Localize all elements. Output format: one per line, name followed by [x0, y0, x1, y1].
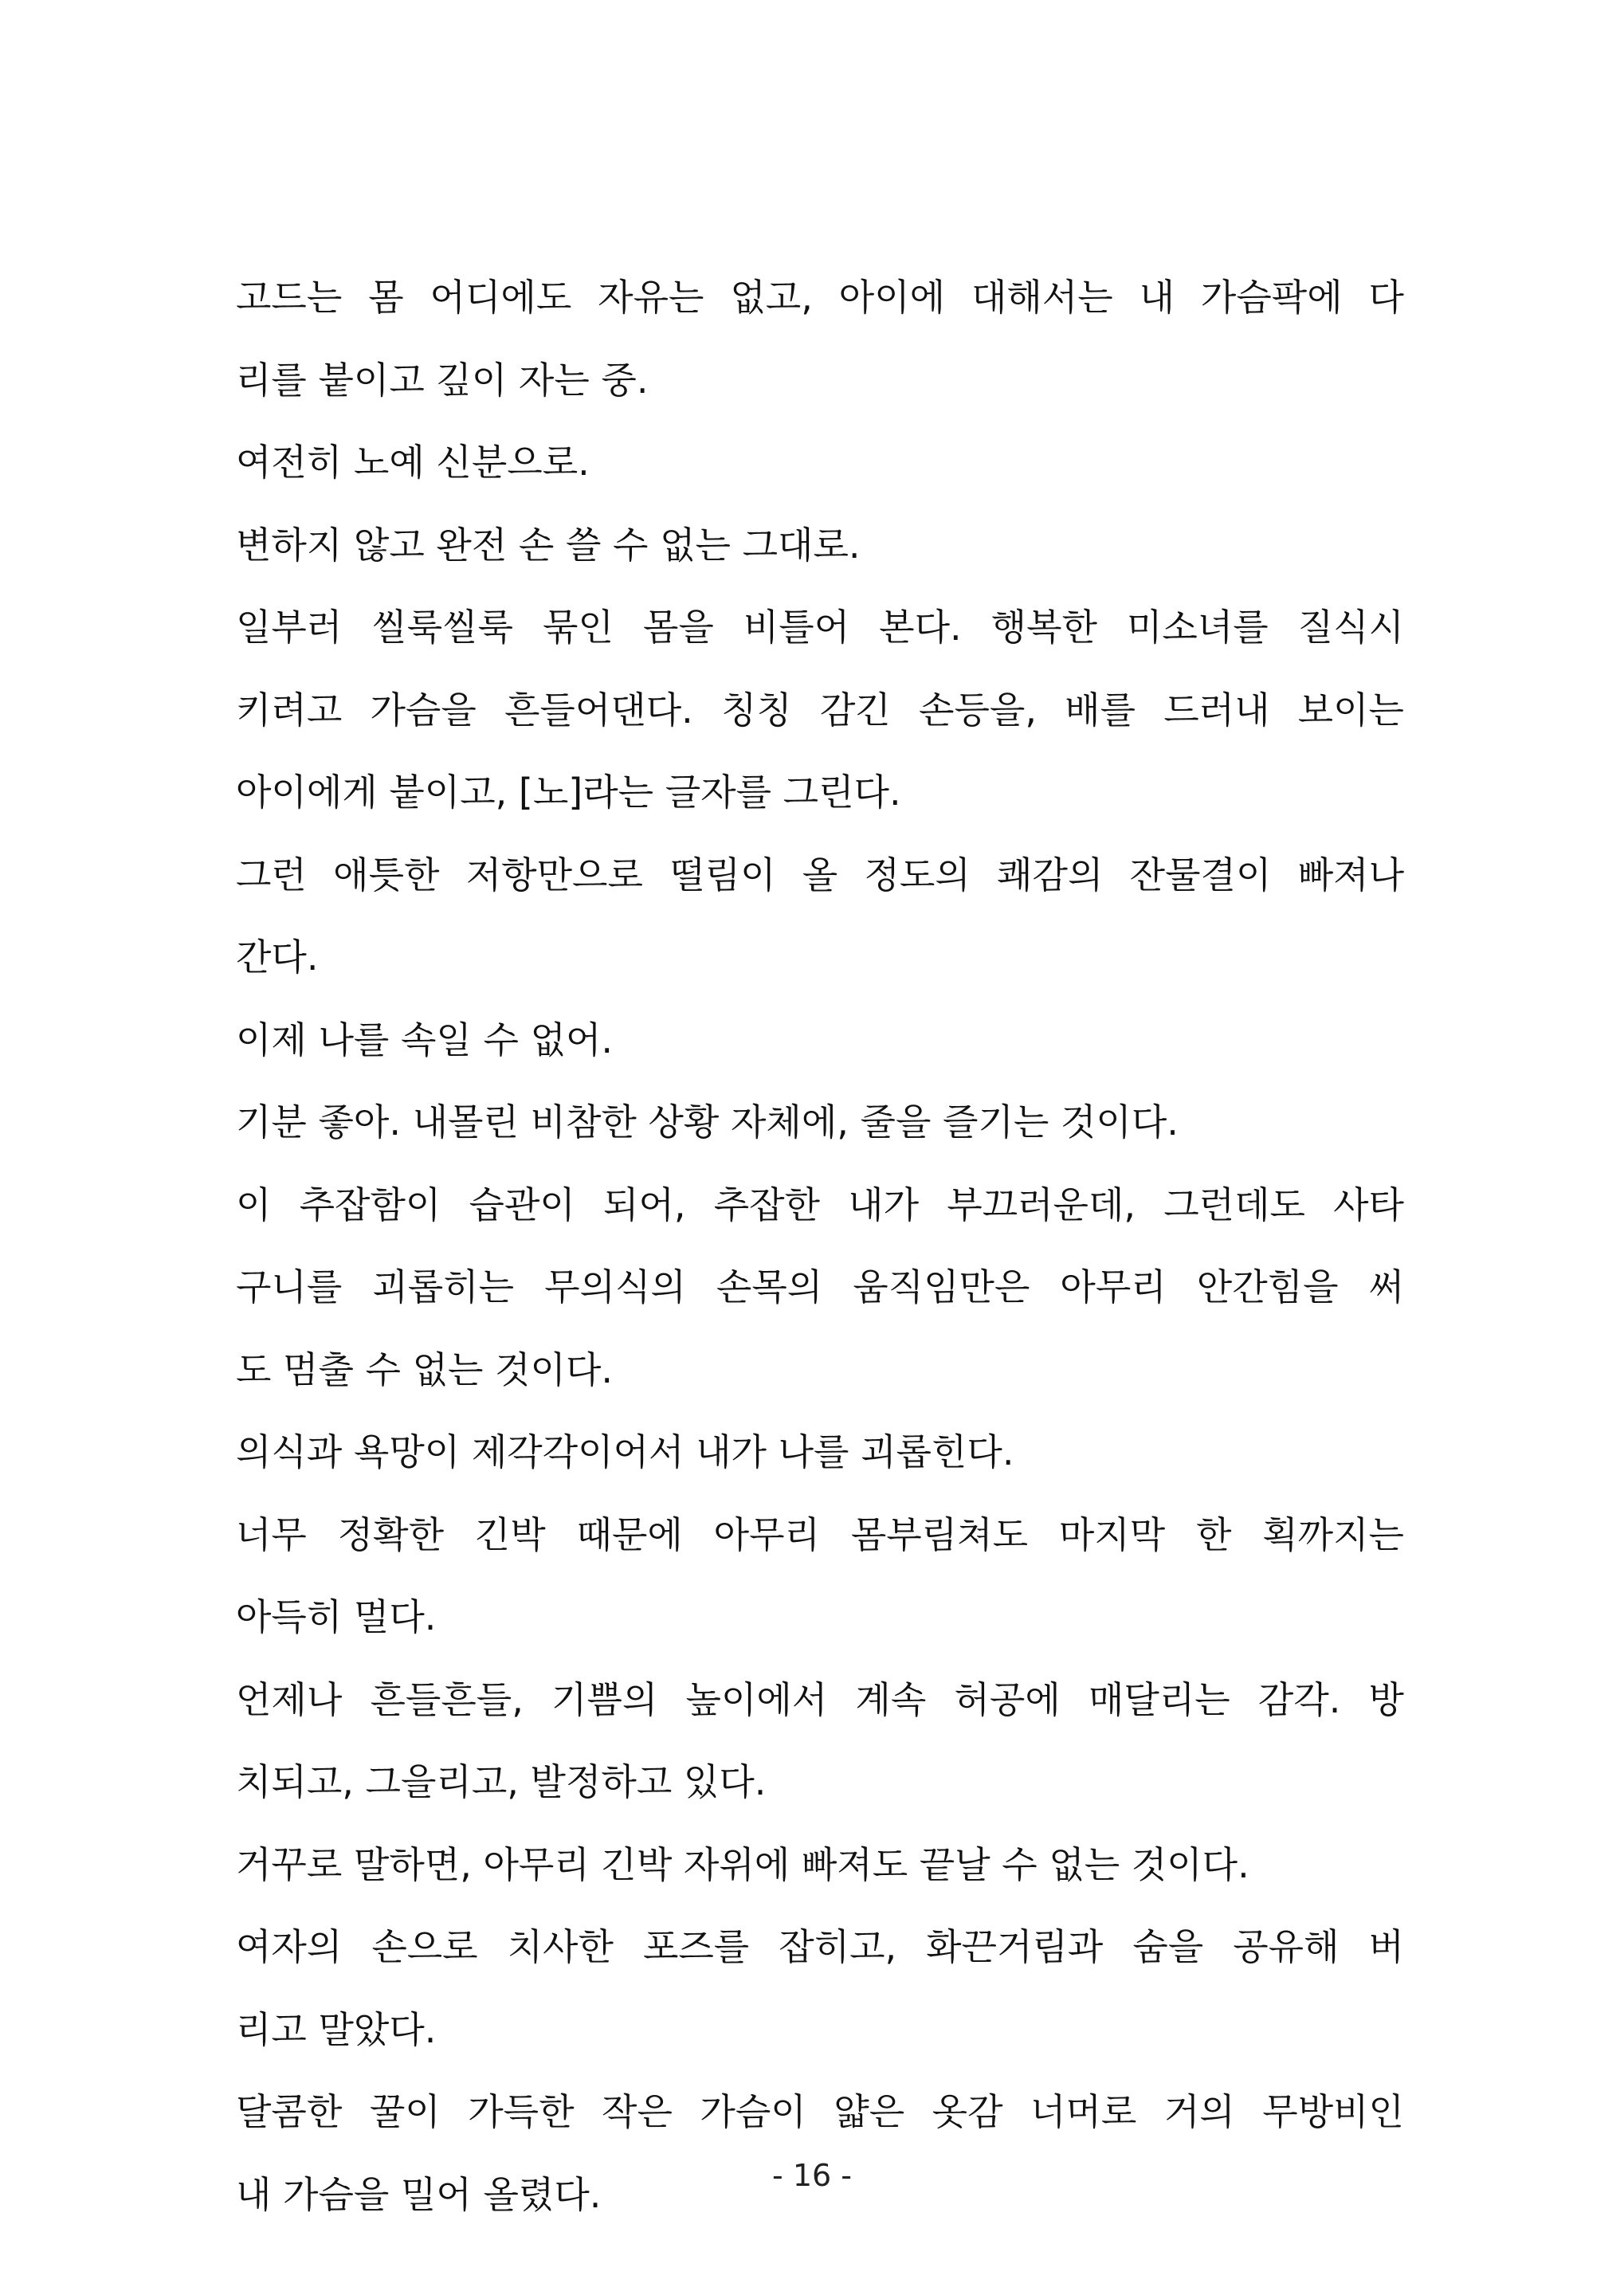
text-line: 변하지 않고 완전 손 쓸 수 없는 그대로. — [236, 523, 861, 567]
text-line: 거꾸로 말하면, 아무리 긴박 자위에 빠져도 끝날 수 없는 것이다. — [236, 1842, 1249, 1886]
text-line: 이제 나를 속일 수 없어. — [236, 1018, 614, 1061]
text-line: 리를 붙이고 깊이 자는 중. — [236, 358, 649, 402]
body-text — [236, 257, 1404, 2236]
text-line: 그런 애틋한 저항만으로 떨림이 올 정도의 쾌감의 잔물결이 빠져나 — [236, 853, 1404, 896]
text-line: 치되고, 그을리고, 발정하고 있다. — [236, 1760, 767, 1803]
text-line: 의식과 욕망이 제각각이어서 내가 나를 괴롭힌다. — [236, 1430, 1014, 1473]
text-line: 달콤한 꿀이 가득한 작은 가슴이 얇은 옷감 너머로 거의 무방비인 — [236, 2090, 1404, 2133]
text-line: 여자의 손으로 치사한 포즈를 잡히고, 화끈거림과 숨을 공유해 버 — [236, 1925, 1404, 1968]
text-line: 구니를 괴롭히는 무의식의 손목의 움직임만은 아무리 안간힘을 써 — [236, 1265, 1404, 1308]
text-line: 내 가슴을 밀어 올렸다. — [236, 2172, 602, 2216]
text-line: 기분 좋아. 내몰린 비참한 상황 자체에, 줄을 즐기는 것이다. — [236, 1100, 1179, 1144]
text-line: 이 추잡함이 습관이 되어, 추잡한 내가 부끄러운데, 그런데도 사타 — [236, 1183, 1404, 1226]
text-line: 간다. — [236, 936, 319, 979]
text-line: 언제나 흔들흔들, 기쁨의 높이에서 계속 허공에 매달리는 감각. 방 — [236, 1677, 1404, 1721]
text-line: 일부러 씰룩씰룩 묶인 몸을 비틀어 본다. 행복한 미소녀를 질식시 — [236, 606, 1404, 649]
text-line: 아득히 멀다. — [236, 1595, 437, 1638]
text-line: 아이에게 붙이고, [노]라는 글자를 그린다. — [236, 771, 901, 814]
text-line: 너무 정확한 긴박 때문에 아무리 몸부림쳐도 마지막 한 획까지는 — [236, 1512, 1404, 1556]
page-number: - 16 - — [772, 2158, 852, 2193]
text-line: 여전히 노예 신분으로. — [236, 441, 590, 484]
text-line: 도 멈출 수 없는 것이다. — [236, 1348, 614, 1391]
text-line: 키려고 가슴을 흔들어댄다. 칭칭 감긴 손등을, 배를 드러내 보이는 — [236, 688, 1404, 732]
text-line: 리고 말았다. — [236, 2007, 437, 2051]
text-line: 고드는 몸 어디에도 자유는 없고, 아이에 대해서는 내 가슴팍에 다 — [236, 276, 1404, 319]
